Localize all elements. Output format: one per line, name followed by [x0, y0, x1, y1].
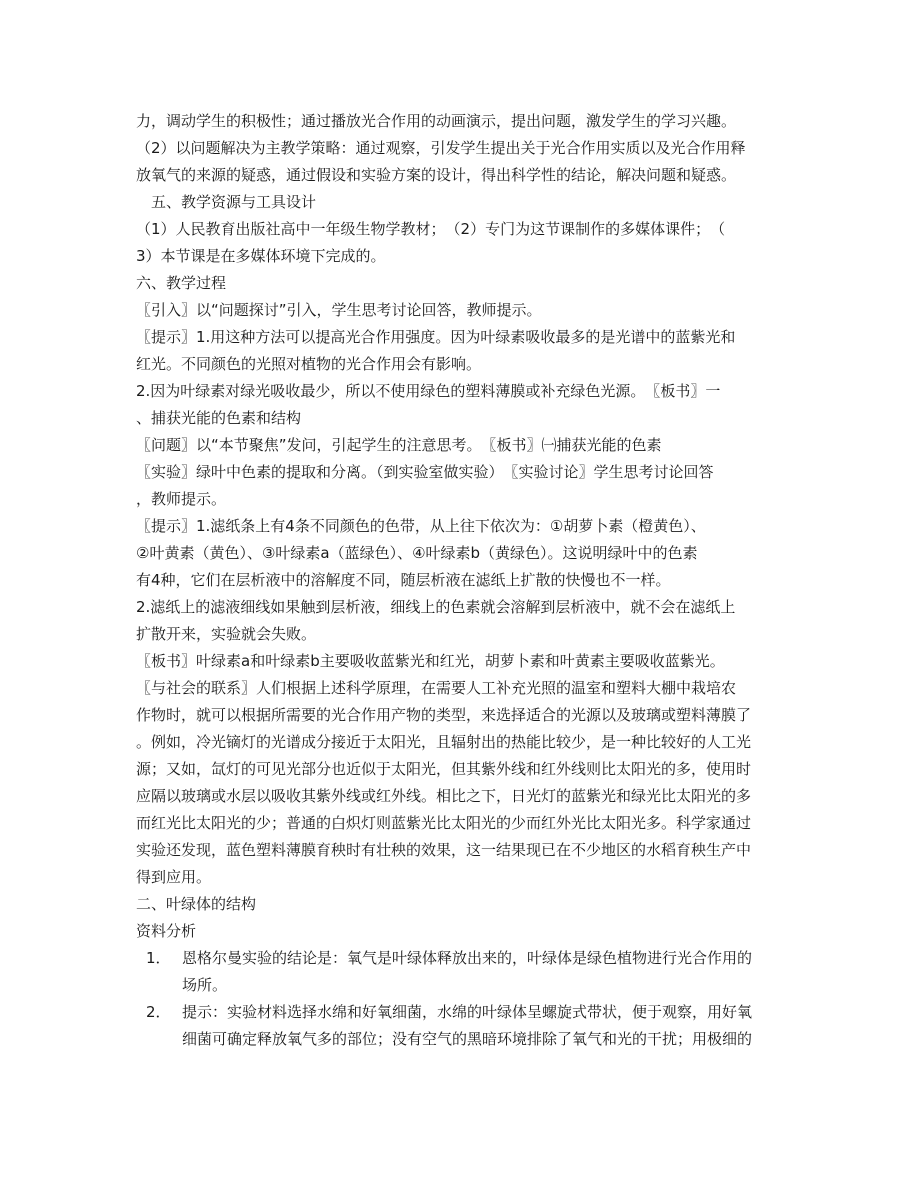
section-heading: 六、教学过程	[136, 274, 227, 292]
paragraph-line: 红光。不同颜色的光照对植物的光合作用会有影响。	[136, 355, 482, 373]
paragraph-line: 、捕获光能的色素和结构	[136, 409, 302, 427]
paragraph-line: （1）人民教育出版社高中一年级生物学教材； （2）专门为这节课制作的多媒体课件； （	[136, 220, 726, 238]
paragraph-line: 〖与社会的联系〗人们根据上述科学原理，在需要人工补充光照的温室和塑料大棚中栽培农	[136, 679, 737, 697]
paragraph-line: 作物时，就可以根据所需要的光合作用产物的类型，来选择适合的光源以及玻璃或塑料薄膜了	[136, 706, 752, 724]
paragraph-line: 应隔以玻璃或水层以吸收其紫外线或红外线。相比之下，日光灯的蓝紫光和绿光比太阳光的多	[136, 787, 752, 805]
paragraph-line: 〖提示〗1.用这种方法可以提高光合作用强度。因为叶绿素吸收最多的是光谱中的蓝紫光和	[136, 328, 736, 346]
list-item-line: 细菌可确定释放氧气多的部位；没有空气的黑暗环境排除了氧气和光的干扰；用极细的	[182, 1030, 753, 1048]
paragraph-line: 放氧气的来源的疑惑，通过假设和实验方案的设计，得出科学性的结论，解决问题和疑惑。	[136, 166, 737, 184]
paragraph-line: 3）本节课是在多媒体环境下完成的。	[136, 247, 386, 265]
subsection-heading: 资料分析	[136, 922, 197, 940]
paragraph-line: 2.滤纸上的滤液细线如果触到层析液，细线上的色素就会溶解到层析液中，就不会在滤纸上	[136, 598, 736, 616]
list-item-body	[182, 999, 786, 1053]
paragraph-line: 得到应用。	[136, 868, 212, 886]
list-number: 1．	[146, 949, 171, 967]
paragraph-line: 源；又如，氙灯的可见光部分也近似于太阳光，但其紫外线和红外线则比太阳光的多，使用时	[136, 760, 752, 778]
section-heading: 二、叶绿体的结构	[136, 895, 257, 913]
paragraph-line: ，教师提示。	[136, 490, 227, 508]
paragraph-line: 〖板书〗叶绿素a和叶绿素b主要吸收蓝紫光和红光，胡萝卜素和叶黄素主要吸收蓝紫光。	[136, 652, 725, 670]
paragraph-line: 2.因为叶绿素对绿光吸收最少，所以不使用绿色的塑料薄膜或补充绿色光源。 〖板书〗一	[136, 382, 721, 400]
section-heading: 五、教学资源与工具设计	[136, 193, 317, 211]
paragraph-line: 〖问题〗以“本节聚焦”发问，引起学生的注意思考。 〖板书〗㈠捕获光能的色素	[136, 436, 662, 454]
paragraph-line: （2）以问题解决为主教学策略：通过观察，引发学生提出关于光合作用实质以及光合作用释	[136, 139, 746, 157]
paragraph-line: 扩散开来，实验就会失败。	[136, 625, 317, 643]
paragraph-line: 而红光比太阳光的少；普通的白炽灯则蓝紫光比太阳光的少而红外光比太阳光多。科学家通过	[136, 814, 752, 832]
paragraph-line: 有4种，它们在层析液中的溶解度不同，随层析液在滤纸上扩散的快慢也不一样。	[136, 571, 671, 589]
paragraph-line: 实验还发现，蓝色塑料薄膜育秧时有壮秧的效果，这一结果现已在不少地区的水稻育秧生产中	[136, 841, 752, 859]
list-item-line: 恩格尔曼实验的结论是：氧气是叶绿体释放出来的，叶绿体是绿色植物进行光合作用的	[182, 949, 753, 967]
paragraph-line: 。例如，冷光镝灯的光谱成分接近于太阳光，且辐射出的热能比较少，是一种比较好的人工光	[136, 733, 752, 751]
list-item-body	[182, 945, 786, 999]
paragraph-line: 力，调动学生的积极性；通过播放光合作用的动画演示，提出问题，激发学生的学习兴趣。	[136, 112, 737, 130]
list-item-line: 提示：实验材料选择水绵和好氧细菌，水绵的叶绿体呈螺旋式带状，便于观察，用好氧	[182, 1003, 753, 1021]
paragraph-line: 〖实验〗绿叶中色素的提取和分离。（到实验室做实验） 〖实验讨论〗学生思考讨论回答	[136, 463, 714, 481]
paragraph-line: 〖引入〗以“问题探讨”引入，学生思考讨论回答，教师提示。	[136, 301, 542, 319]
list-item-line: 场所。	[182, 976, 228, 994]
document-content	[136, 108, 786, 1053]
paragraph-line: 〖提示〗1.滤纸条上有4条不同颜色的色带，从上往下依次为：①胡萝卜素（橙黄色）、	[136, 517, 706, 535]
list-number: 2．	[146, 1003, 171, 1021]
paragraph-line: ②叶黄素（黄色）、③叶绿素a（蓝绿色）、④叶绿素b（黄绿色）。这说明绿叶中的色素	[136, 544, 698, 562]
list-item	[136, 945, 786, 999]
list-item	[136, 999, 786, 1053]
